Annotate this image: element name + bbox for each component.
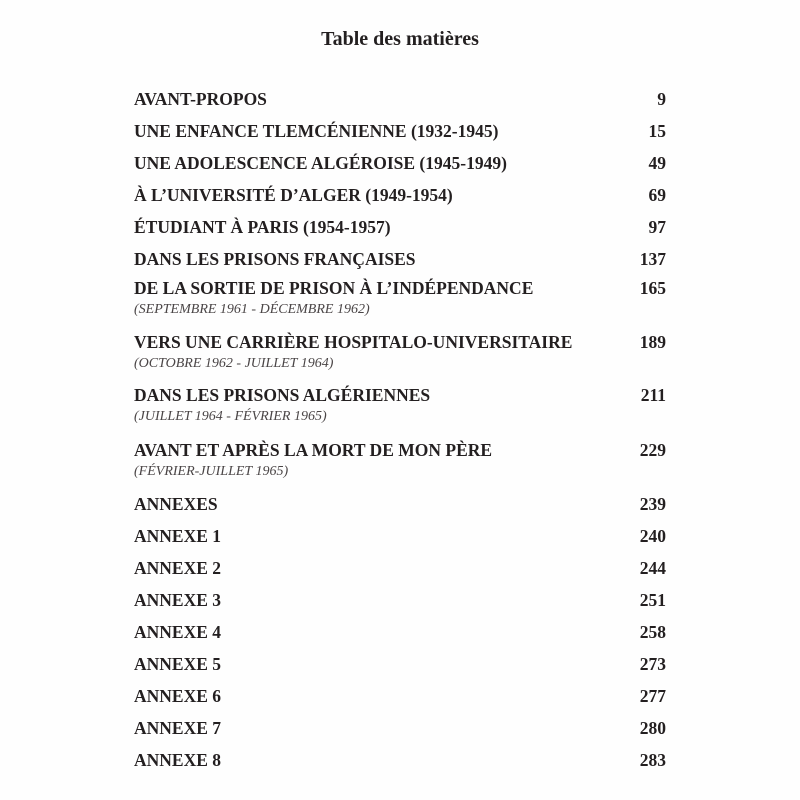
toc-entry-label: ANNEXE 2 [134, 558, 222, 578]
page-title: Table des matières [321, 28, 479, 50]
toc-entry[interactable] [134, 331, 666, 373]
toc-entry[interactable] [134, 384, 666, 426]
toc-entry[interactable] [134, 88, 666, 110]
toc-entry-label: ANNEXE 4 [134, 622, 222, 642]
toc-entry-page: 211 [640, 385, 666, 405]
toc-entry-page: 137 [639, 249, 666, 269]
toc-entry-page: 258 [639, 622, 666, 642]
toc-entry-page: 240 [639, 526, 666, 546]
toc-entry-page: 189 [639, 332, 666, 352]
toc-entry-page: 229 [639, 440, 666, 460]
toc-entry[interactable] [134, 717, 666, 739]
toc-entry[interactable] [134, 248, 666, 270]
toc-entry-label: VERS UNE CARRIÈRE HOSPITALO-UNIVERSITAIRE [134, 332, 573, 352]
toc-entry[interactable] [134, 589, 666, 611]
toc-entry-page: 239 [639, 494, 666, 514]
toc-entry-page: 251 [639, 590, 666, 610]
toc-entry[interactable] [134, 621, 666, 643]
toc-entry-label: ANNEXE 3 [134, 590, 222, 610]
toc-entry-label: DANS LES PRISONS FRANÇAISES [134, 249, 416, 269]
toc-entry[interactable] [134, 184, 666, 206]
toc-entry-label: AVANT-PROPOS [134, 89, 267, 109]
toc-entry-page: 15 [648, 121, 666, 141]
toc-entry-subtitle: (SEPTEMBRE 1961 - DÉCEMBRE 1962) [134, 302, 370, 317]
toc-entry[interactable] [134, 277, 666, 319]
toc-entry-label: AVANT ET APRÈS LA MORT DE MON PÈRE [134, 440, 493, 460]
toc-entry-label: ANNEXE 8 [134, 750, 222, 770]
toc-entry-page: 69 [648, 185, 666, 205]
toc-entry[interactable] [134, 439, 666, 481]
toc-entry-page: 277 [639, 686, 666, 706]
toc-entry-page: 49 [648, 153, 666, 173]
toc-entry-label: DANS LES PRISONS ALGÉRIENNES [134, 385, 431, 405]
toc-entry-label: ANNEXES [134, 494, 218, 514]
toc-entry[interactable] [134, 493, 666, 515]
toc-entry[interactable] [134, 120, 666, 142]
toc-entry-label: ÉTUDIANT À PARIS (1954-1957) [134, 217, 391, 237]
toc-entry[interactable] [134, 525, 666, 547]
toc-entry-subtitle: (JUILLET 1964 - FÉVRIER 1965) [134, 409, 327, 424]
toc-entry-page: 97 [648, 217, 666, 237]
toc-entry-page: 244 [639, 558, 666, 578]
toc-entry[interactable] [134, 685, 666, 707]
toc-entry-subtitle: (OCTOBRE 1962 - JUILLET 1964) [134, 356, 334, 371]
toc-entry-page: 165 [639, 278, 666, 298]
toc-entry-page: 273 [639, 654, 666, 674]
toc-entry-subtitle: (FÉVRIER-JUILLET 1965) [134, 464, 289, 479]
toc-entry-page: 280 [639, 718, 666, 738]
toc-entry[interactable] [134, 216, 666, 238]
toc-entry-label: ANNEXE 5 [134, 654, 222, 674]
toc-entry[interactable] [134, 557, 666, 579]
toc-entry-label: À L’UNIVERSITÉ D’ALGER (1949-1954) [134, 185, 453, 205]
toc-entry-label: UNE ADOLESCENCE ALGÉROISE (1945-1949) [134, 153, 507, 173]
toc-entry-label: ANNEXE 1 [134, 526, 222, 546]
toc-entry-page: 283 [639, 750, 666, 770]
toc-entry-label: DE LA SORTIE DE PRISON À L’INDÉPENDANCE [134, 278, 534, 298]
toc-entry[interactable] [134, 653, 666, 675]
toc-entry-label: ANNEXE 6 [134, 686, 222, 706]
toc-entry[interactable] [134, 152, 666, 174]
toc-entry[interactable] [134, 749, 666, 771]
toc-entry-label: UNE ENFANCE TLEMCÉNIENNE (1932-1945) [134, 121, 499, 141]
toc-entry-page: 9 [657, 89, 666, 109]
toc-entry-label: ANNEXE 7 [134, 718, 222, 738]
